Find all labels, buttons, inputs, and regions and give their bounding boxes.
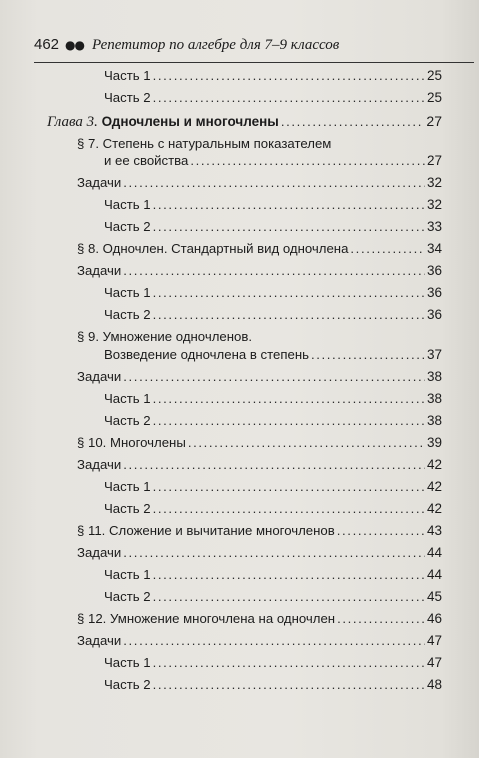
toc-entry-title: Часть 2 [104, 589, 151, 604]
toc-entry-title: § 10. Многочлены [77, 435, 186, 450]
toc-entry[interactable] [104, 567, 442, 583]
leader-dots [153, 68, 425, 84]
toc-entry-title: Задачи [77, 175, 122, 190]
leader-dots [337, 523, 425, 539]
toc-entry-page: 42 [426, 501, 442, 516]
toc-entry-title: Часть 2 [104, 501, 151, 516]
toc-entry[interactable] [77, 545, 442, 561]
toc-entry-title: Часть 2 [104, 413, 151, 428]
toc-entry-page: 25 [426, 90, 442, 105]
toc-entry[interactable] [104, 413, 442, 429]
leader-dots [190, 153, 425, 169]
toc-entry-page: 38 [426, 413, 442, 428]
toc-chapter-title [47, 114, 279, 130]
toc-entry-title: Задачи [77, 545, 122, 560]
toc-entry-page: 36 [426, 307, 442, 322]
leader-dots [123, 545, 425, 561]
leader-dots [123, 633, 425, 649]
toc-entry[interactable] [104, 589, 442, 605]
toc-entry-title: Часть 1 [104, 68, 151, 83]
toc-entry-title: § 8. Одночлен. Стандартный вид одночлена [77, 241, 349, 256]
toc-entry[interactable] [77, 633, 442, 649]
leader-dots [123, 369, 425, 385]
toc-entry-title: Возведение одночлена в степень [104, 347, 309, 362]
toc-entry-page: 42 [426, 457, 442, 472]
toc-entry-title: Часть 1 [104, 479, 151, 494]
chapter-name: Одночлены и многочлены [101, 114, 279, 129]
toc-entry-page: 25 [426, 68, 442, 83]
leader-dots [153, 677, 425, 693]
toc-entry-page: 36 [426, 285, 442, 300]
header-rule [34, 62, 474, 63]
leader-dots [123, 175, 425, 191]
leader-dots [153, 219, 425, 235]
toc-entry-page: 36 [426, 263, 442, 278]
toc-entry-title: Часть 1 [104, 655, 151, 670]
toc-entry-title-line1: § 7. Степень с натуральным показателем [77, 136, 332, 151]
toc-entry[interactable] [77, 241, 442, 257]
leader-dots [153, 479, 425, 495]
leader-dots [153, 307, 425, 323]
leader-dots [153, 655, 425, 671]
toc-entry-page: 42 [426, 479, 442, 494]
toc-entry-page: 27 [426, 113, 442, 129]
toc-entry-page: 34 [426, 241, 442, 256]
toc-entry[interactable] [104, 479, 442, 495]
toc-entry-title: Задачи [77, 457, 122, 472]
leader-dots [123, 263, 425, 279]
toc-entry[interactable] [77, 523, 442, 539]
toc-entry[interactable] [77, 435, 442, 451]
leader-dots [153, 90, 425, 106]
toc-entry[interactable] [104, 90, 442, 106]
toc-entry-title: Часть 1 [104, 391, 151, 406]
bullet-marker-icon: ●● [65, 38, 84, 52]
leader-dots [153, 589, 425, 605]
toc-entry-page: 38 [426, 391, 442, 406]
toc-entry-title: Задачи [77, 263, 122, 278]
toc-entry[interactable] [104, 197, 442, 213]
toc-entry-page: 48 [426, 677, 442, 692]
toc-entry[interactable] [104, 391, 442, 407]
toc-entry-title: Часть 2 [104, 307, 151, 322]
leader-dots [153, 413, 425, 429]
toc-entry[interactable] [104, 501, 442, 517]
toc-entry-title: Часть 1 [104, 285, 151, 300]
page-number: 462 [34, 36, 60, 53]
toc-entry[interactable] [104, 307, 442, 323]
leader-dots [153, 285, 425, 301]
toc-entry[interactable] [77, 457, 442, 473]
leader-dots [281, 114, 425, 130]
toc-entry[interactable] [77, 263, 442, 279]
toc-entry-page: 44 [426, 567, 442, 582]
toc-entry-title: и ее свойства [104, 153, 189, 168]
toc-entry-title-line1: § 9. Умножение одночленов. [77, 329, 253, 344]
toc-entry-page: 47 [426, 655, 442, 670]
toc-entry-page: 33 [426, 219, 442, 234]
chapter-label: Глава 3. [47, 114, 98, 130]
running-title: Репетитор по алгебре для 7–9 классов [91, 37, 340, 53]
toc-entry[interactable] [77, 611, 442, 627]
toc-entry-title: § 12. Умножение многочлена на одночлен [77, 611, 336, 626]
toc-entry-page: 43 [426, 523, 442, 538]
toc-entry[interactable] [104, 347, 442, 363]
toc-entry[interactable] [104, 285, 442, 301]
toc-entry-page: 47 [426, 633, 442, 648]
toc-entry-page: 44 [426, 545, 442, 560]
toc-entry-page: 32 [426, 175, 442, 190]
toc-entry-title: Часть 2 [104, 677, 151, 692]
leader-dots [153, 391, 425, 407]
toc-entry[interactable] [104, 68, 442, 84]
leader-dots [350, 241, 425, 257]
toc-entry[interactable] [77, 369, 442, 385]
leader-dots [153, 567, 425, 583]
toc-entry-page: 37 [426, 347, 442, 362]
toc-entry-title: Часть 1 [104, 567, 151, 582]
leader-dots [337, 611, 425, 627]
toc-entry[interactable] [104, 153, 442, 169]
leader-dots [153, 197, 425, 213]
toc-entry-title: Задачи [77, 633, 122, 648]
toc-entry[interactable] [104, 219, 442, 235]
toc-entry-title: § 11. Сложение и вычитание многочленов [77, 523, 335, 538]
toc-chapter-entry[interactable] [47, 113, 442, 130]
toc-entry-page: 45 [426, 589, 442, 604]
leader-dots [311, 347, 425, 363]
leader-dots [188, 435, 425, 451]
toc-entry-title: Часть 2 [104, 90, 151, 105]
toc-entry-page: 39 [426, 435, 442, 450]
toc-entry[interactable] [104, 655, 442, 671]
toc-entry[interactable] [104, 677, 442, 693]
leader-dots [153, 501, 425, 517]
toc-entry-page: 46 [426, 611, 442, 626]
toc-entry-title: Часть 1 [104, 197, 151, 212]
running-header [34, 36, 474, 58]
leader-dots [123, 457, 425, 473]
toc-entry-title: Часть 2 [104, 219, 151, 234]
toc-entry-page: 38 [426, 369, 442, 384]
toc-entry-page: 32 [426, 197, 442, 212]
toc-entry-title: Задачи [77, 369, 122, 384]
toc-entry[interactable] [77, 175, 442, 191]
toc-entry-page: 27 [426, 153, 442, 168]
